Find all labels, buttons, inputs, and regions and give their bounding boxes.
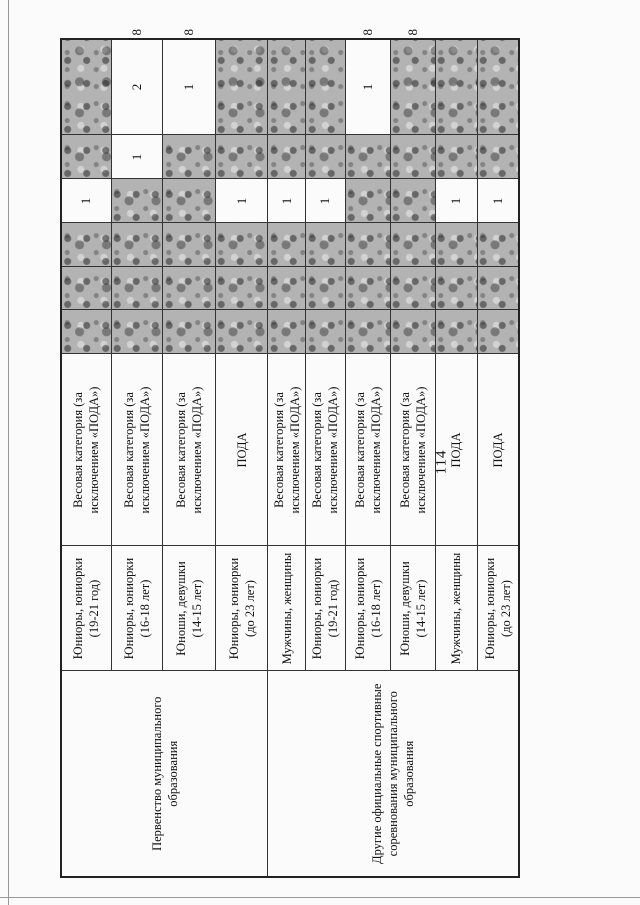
shaded-cell [345,310,390,354]
value-cell-3 [390,179,435,223]
value-cell-3: 1 [268,179,306,223]
value-cell-2 [215,223,268,267]
value-cell-1 [390,267,435,310]
value-cell-1 [61,267,111,310]
discipline-cell: ПОДА [215,354,268,546]
discipline-cell: Весовая категория (за исключением «ПОДА») [61,354,111,546]
shaded-cell [477,310,519,354]
age-group-cell: Юниоры, юниорки (до 23 лет) [477,546,519,671]
value-cell-3: 1 [61,179,111,223]
shaded-cell [111,310,162,354]
shaded-cell [390,310,435,354]
value-cell-2 [111,223,162,267]
value-cell-2 [345,223,390,267]
shaded-cell [268,310,306,354]
value-cell-2 [306,223,346,267]
rotated-table-container [60,29,520,878]
value-cell-5 [215,39,268,135]
table-row [268,39,306,877]
shaded-cell [163,310,216,354]
age-group-cell: Юниоры, юниорки (16-18 лет) [111,546,162,671]
value-cell-5 [306,39,346,135]
shaded-cell [435,310,477,354]
value-cell-3 [345,179,390,223]
value-cell-3: 1 [306,179,346,223]
shaded-cell [215,310,268,354]
value-cell-2 [390,223,435,267]
value-cell-3 [111,179,162,223]
value-cell-4: 1 [111,135,162,179]
value-cell-3: 1 [477,179,519,223]
value-cell-2 [61,223,111,267]
age-group-cell: Юниоры, юниорки (до 23 лет) [215,546,268,671]
value-cell-3: 1 [435,179,477,223]
value-cell-5: 2 [111,39,162,135]
competition-type-cell: Другие официальные спортивные соревнования муниципального образования [268,671,519,877]
value-cell-1 [111,267,162,310]
value-cell-1 [163,267,216,310]
table-body [61,29,519,877]
value-cell-1 [435,267,477,310]
age-group-cell: Юниоры, юниорки (19-21 год) [61,546,111,671]
competition-table [60,29,520,878]
value-cell-3: 1 [215,179,268,223]
competition-type-cell: Первенство муниципального образования [61,671,268,877]
value-cell-3 [163,179,216,223]
age-group-cell: Мужчины, женщины [435,546,477,671]
value-cell-4 [390,135,435,179]
value-cell-4 [345,135,390,179]
value-cell-4 [477,135,519,179]
value-cell-5: 1 [345,39,390,135]
discipline-cell: ПОДА [435,354,477,546]
value-cell-2 [163,223,216,267]
value-cell-2 [268,223,306,267]
value-cell-4 [163,135,216,179]
age-group-cell: Юноши, девушки (14-15 лет) [390,546,435,671]
table-row [61,39,111,877]
age-group-cell: Юноши, девушки (14-15 лет) [163,546,216,671]
discipline-cell: Весовая категория (за исключением «ПОДА») [111,354,162,546]
discipline-cell: Весовая категория (за исключением «ПОДА») [390,354,435,546]
discipline-cell: ПОДА [477,354,519,546]
value-cell-5 [390,39,435,135]
value-cell-5 [268,39,306,135]
value-cell-1 [345,267,390,310]
value-cell-1 [268,267,306,310]
scan-edge-line [8,0,9,905]
discipline-cell: Весовая категория (за исключением «ПОДА») [306,354,346,546]
value-cell-2 [435,223,477,267]
value-cell-2 [477,223,519,267]
shaded-cell [61,310,111,354]
value-cell-4 [268,135,306,179]
discipline-cell: Весовая категория (за исключением «ПОДА») [345,354,390,546]
page-number: 114 [433,449,450,475]
value-cell-1 [215,267,268,310]
value-cell-4 [435,135,477,179]
discipline-cell: Весовая категория (за исключением «ПОДА») [268,354,306,546]
value-cell-1 [306,267,346,310]
value-cell-4 [215,135,268,179]
table-row: Юноши, девушки (14-15 лет) Весовая категория (за исключением «ПОДА») 8 [390,39,435,877]
value-cell-5 [477,39,519,135]
table-row: Юноши, девушки (14-15 лет) Весовая категория (за исключением «ПОДА») 1 8 [163,39,216,877]
table-row: Юниоры, юниорки (16-18 лет) Весовая категория (за исключением «ПОДА») 1 2 8 [111,39,162,877]
value-cell-5 [61,39,111,135]
value-cell-4 [306,135,346,179]
value-cell-4 [61,135,111,179]
value-cell-5: 1 [163,39,216,135]
age-group-cell: Мужчины, женщины [268,546,306,671]
scan-edge-line [0,897,640,898]
shaded-cell [306,310,346,354]
age-group-cell: Юниоры, юниорки (19-21 год) [306,546,346,671]
table-row: Юниоры, юниорки (16-18 лет) Весовая категория (за исключением «ПОДА») 1 8 [345,39,390,877]
value-cell-5 [435,39,477,135]
age-group-cell: Юниоры, юниорки (16-18 лет) [345,546,390,671]
discipline-cell: Весовая категория (за исключением «ПОДА») [163,354,216,546]
value-cell-1 [477,267,519,310]
